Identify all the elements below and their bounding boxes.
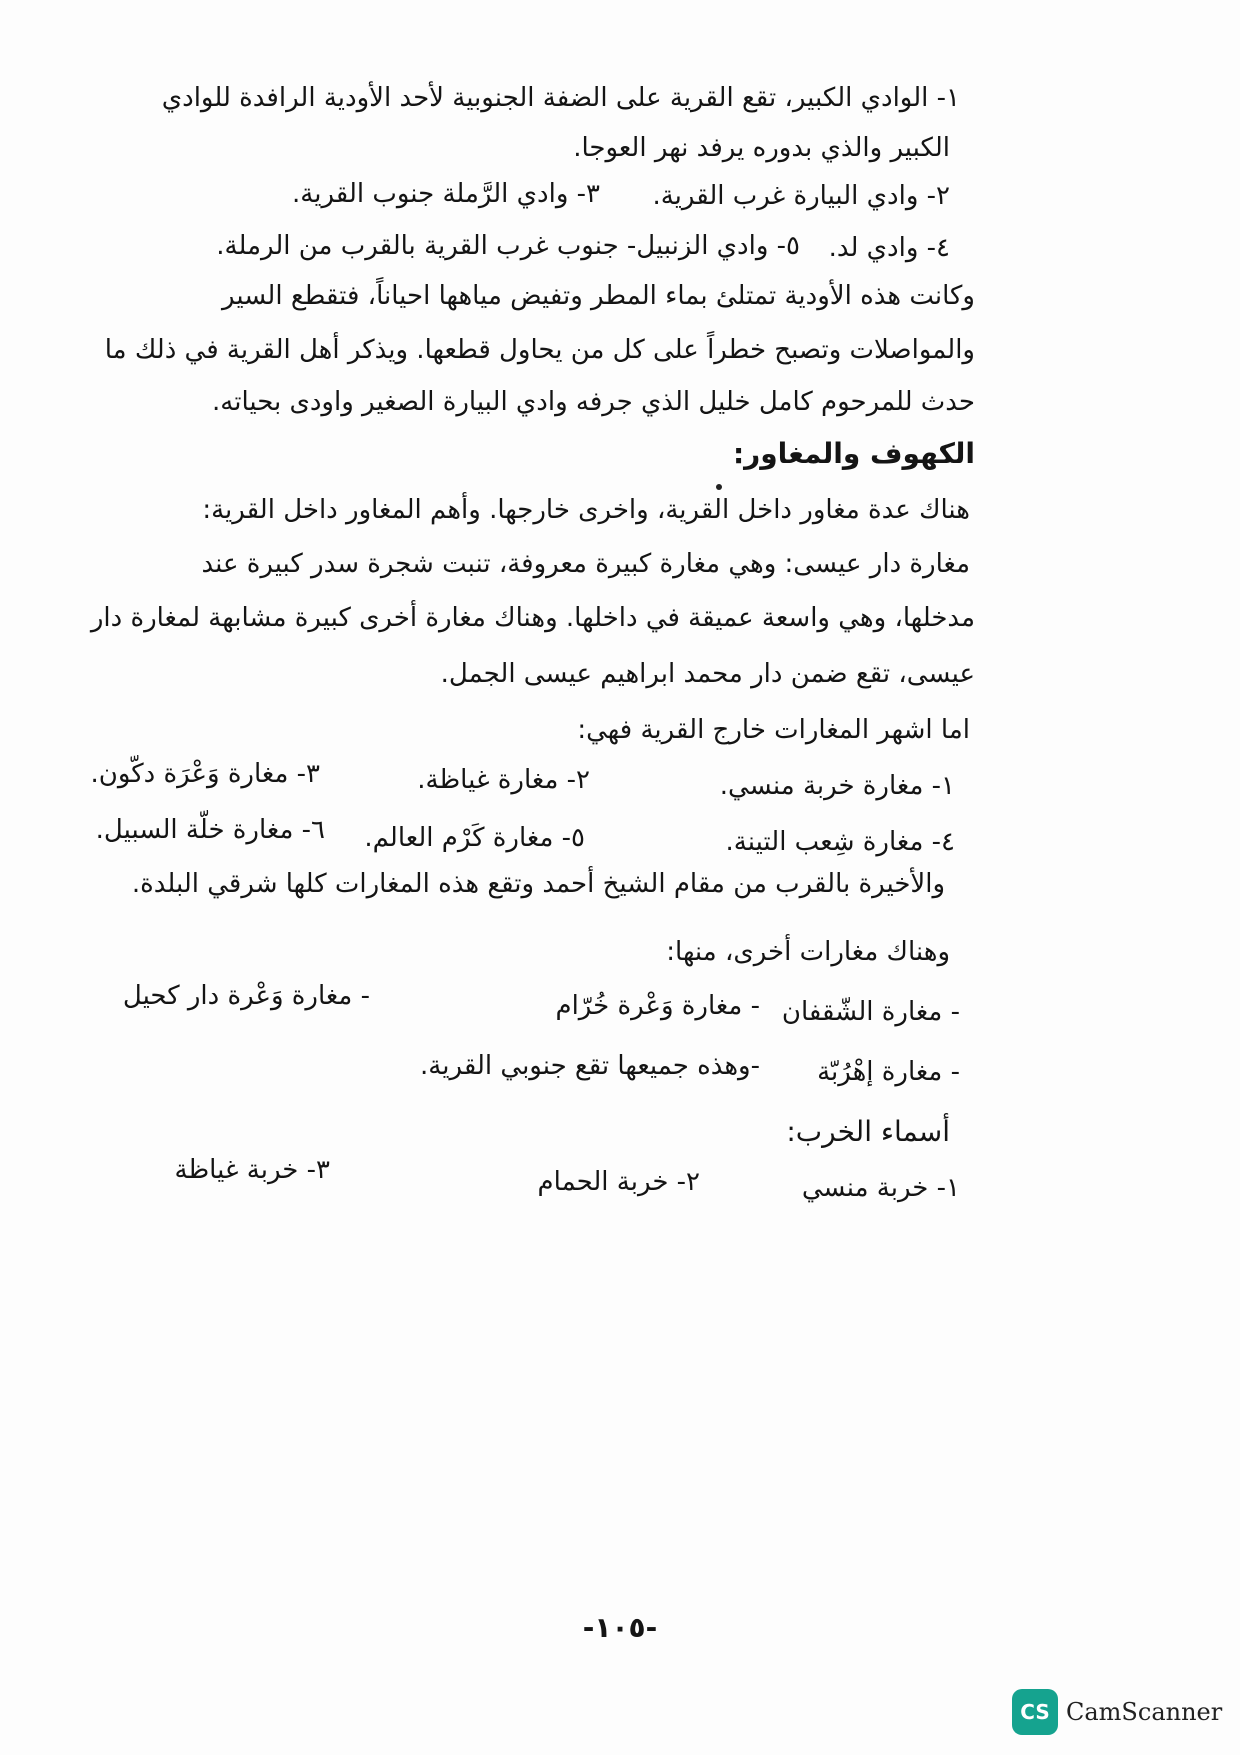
camscanner-label: CamScanner — [1066, 1698, 1223, 1726]
paragraph-line: والمواصلات وتصبح خطراً على كل من يحاول قطعها. ويذكر أهل القرية في ذلك ما — [104, 335, 975, 365]
list-item: - مغارة وَعْرة خُرّام — [555, 991, 760, 1021]
paragraph-line: هناك عدة مغاور داخل القرية، واخرى خارجها. وأهم المغاور داخل القرية: — [202, 495, 970, 525]
paragraph-line: اما اشهر المغارات خارج القرية فهي: — [577, 715, 970, 745]
list-item: ١- مغارة خربة منسي. — [719, 771, 955, 801]
list-item: ٣- مغارة وَعْرَة دكّون. — [90, 759, 320, 789]
list-item: ٥- وادي الزنبيل- جنوب غرب القرية بالقرب من الرملة. — [216, 231, 800, 261]
list-item: ٢- خربة الحمام — [537, 1167, 700, 1197]
list-item: ٥- مغارة كَرْم العالم. — [364, 823, 585, 853]
list-item: - مغارة وَعْرة دار كحيل — [122, 981, 370, 1011]
list-item: ٣- خربة غياظة — [174, 1155, 330, 1185]
list-item: ٣- وادي الرَّملة جنوب القرية. — [292, 179, 600, 209]
section-heading: أسماء الخرب: — [786, 1115, 950, 1148]
camscanner-watermark — [1012, 1688, 1222, 1736]
page-number: -١٠٥- — [582, 1611, 658, 1644]
paragraph-line: وهناك مغارات أخرى، منها: — [666, 937, 950, 967]
list-item: ١- خربة منسي — [801, 1173, 960, 1203]
paragraph-line: مغارة دار عيسى: وهي مغارة كبيرة معروفة، تنبت شجرة سدر كبيرة عند — [201, 549, 970, 579]
list-item: - مغارة الشّقفان — [781, 997, 960, 1027]
paragraph-line: الكبير والذي بدوره يرفد نهر العوجا. — [573, 133, 950, 163]
list-item: ٤- مغارة شِعب التينة. — [725, 827, 955, 857]
list-item: ٢- وادي البيارة غرب القرية. — [652, 181, 950, 211]
paragraph-line: عيسى، تقع ضمن دار محمد ابراهيم عيسى الجمل. — [440, 659, 975, 689]
section-heading: الكهوف والمغاور: — [732, 437, 975, 470]
paragraph-line: والأخيرة بالقرب من مقام الشيخ أحمد وتقع هذه المغارات كلها شرقي البلدة. — [131, 869, 945, 899]
list-item: - مغارة إهْرُبّة — [817, 1057, 960, 1087]
camscanner-logo-icon: CS — [1012, 1689, 1058, 1735]
list-item: ٢- مغارة غياظة. — [417, 765, 590, 795]
paragraph-line: مدخلها، وهي واسعة عميقة في داخلها. وهناك مغارة أخرى كبيرة مشابهة لمغارة دار — [90, 603, 975, 633]
list-item: ٦- مغارة خلّة السبيل. — [95, 815, 325, 845]
paragraph-line: حدث للمرحوم كامل خليل الذي جرفه وادي البيارة الصغير واودى بحياته. — [212, 387, 975, 417]
paragraph-line: وكانت هذه الأودية تمتلئ بماء المطر وتفيض مياهها احياناً، فتقطع السير — [222, 281, 975, 311]
paragraph-line: ١- الوادي الكبير، تقع القرية على الضفة الجنوبية لأحد الأودية الرافدة للوادي — [161, 83, 960, 113]
list-item: -وهذه جميعها تقع جنوبي القرية. — [420, 1051, 760, 1081]
list-item: ٤- وادي لد. — [828, 233, 950, 263]
